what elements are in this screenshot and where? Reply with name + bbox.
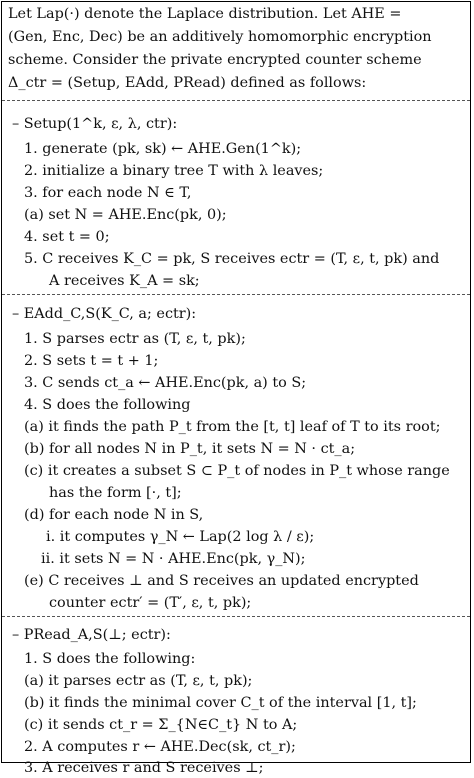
eadd-substep-cont: has the form [·, t]; [49,485,182,501]
eadd-subsubstep: i. it computes γ_N ← Lap(2 log λ / ε); [46,529,315,545]
pread-substep: (b) it finds the minimal cover C_t of the interval [1, t]; [24,695,417,711]
eadd-substep: (d) for each node N in S, [24,507,204,523]
pread-step: 3. A receives r and S receives ⊥; [24,760,264,776]
algorithm-box [1,1,471,776]
setup-step: 3. for each node N ∈ T, [24,185,192,201]
setup-substep: (a) set N = AHE.Enc(pk, 0); [24,207,227,223]
setup-step: 5. C receives K_C = pk, S receives ectr = (T, ε, t, pk) and [24,251,440,267]
section-divider [2,100,470,101]
intro-line-2: (Gen, Enc, Dec) be an additively homomorphic encryption [8,29,432,45]
setup-step: 4. set t = 0; [24,229,110,245]
eadd-step: 3. C sends ct_a ← AHE.Enc(pk, a) to S; [24,375,307,391]
eadd-substep: (c) it creates a subset S ⊂ P_t of nodes in P_t whose range [24,463,450,479]
eadd-header: – EAdd_C,S(K_C, a; ectr): [12,306,197,322]
section-divider [2,294,470,295]
setup-step: 1. generate (pk, sk) ← AHE.Gen(1^k); [24,141,302,157]
setup-step: 2. initialize a binary tree T with λ leaves; [24,163,324,179]
pread-step: 2. A computes r ← AHE.Dec(sk, ct_r); [24,739,296,755]
section-divider [2,616,470,617]
eadd-substep: (e) C receives ⊥ and S receives an updated encrypted [24,573,419,589]
eadd-substep-cont: counter ectr′ = (T′, ε, t, pk); [49,595,252,611]
eadd-step: 2. S sets t = t + 1; [24,353,159,369]
eadd-substep: (a) it finds the path P_t from the [t, t] leaf of T to its root; [24,419,441,435]
pread-substep: (a) it parses ectr as (T, ε, t, pk); [24,673,253,689]
setup-header: – Setup(1^k, ε, λ, ctr): [12,116,178,132]
pread-step: 1. S does the following: [24,651,196,667]
eadd-substep: (b) for all nodes N in P_t, it sets N = N · ct_a; [24,441,356,457]
eadd-step: 1. S parses ectr as (T, ε, t, pk); [24,331,246,347]
intro-line-3: scheme. Consider the private encrypted counter scheme [8,52,422,68]
eadd-subsubstep: ii. it sets N = N · AHE.Enc(pk, γ_N); [41,551,306,567]
eadd-step: 4. S does the following [24,397,191,413]
pread-header: – PRead_A,S(⊥; ectr): [12,627,171,643]
intro-line-4: Δ_ctr = (Setup, EAdd, PRead) defined as follows: [8,75,367,91]
pread-substep: (c) it sends ct_r = Σ_{N∈C_t} N to A; [24,717,298,733]
setup-step-cont: A receives K_A = sk; [49,273,200,289]
intro-line-1: Let Lap(·) denote the Laplace distribution. Let AHE = [8,6,402,22]
